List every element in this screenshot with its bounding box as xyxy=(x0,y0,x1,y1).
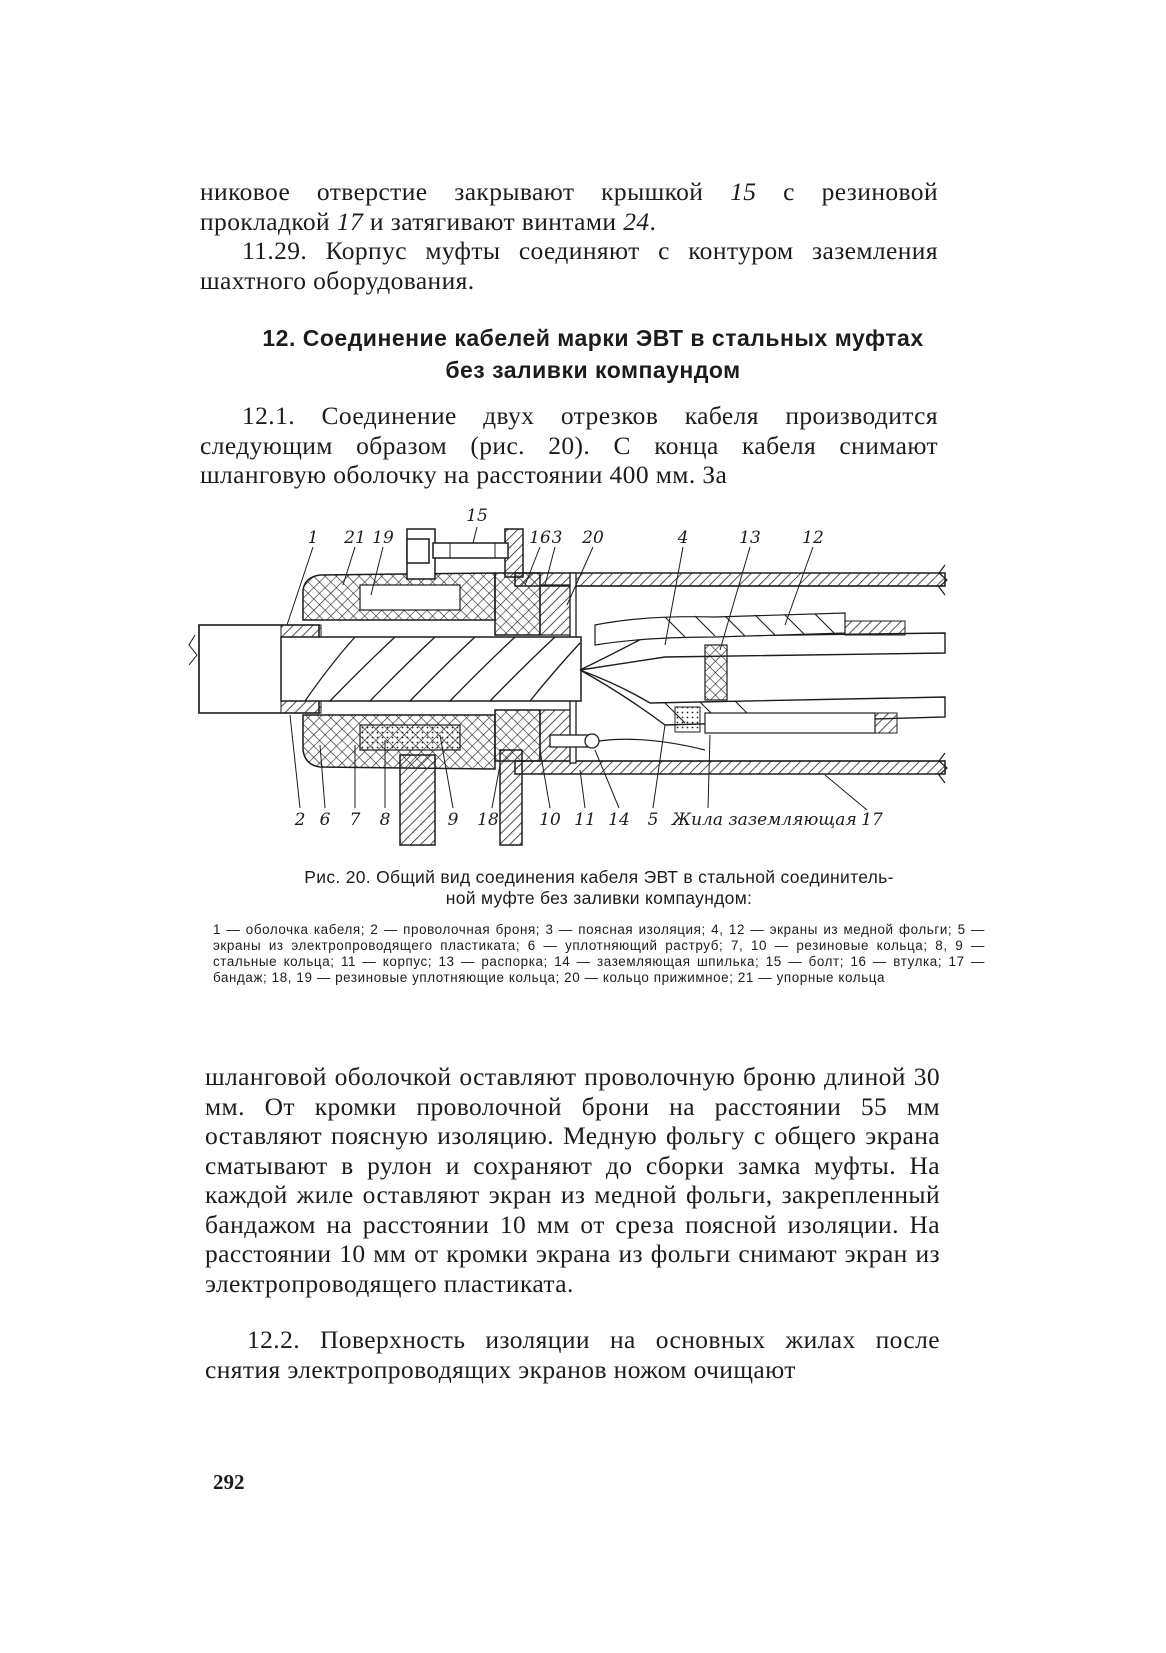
label-17: 17 xyxy=(861,810,883,830)
label-4: 4 xyxy=(677,528,689,548)
figure-legend: 1 — оболочка кабеля; 2 — проволочная броня; 3 — поясная изоляция; 4, 12 — экраны из медной фольги; 5 — экраны из электропроводящего пластиката; 6 — уплотняющий раструб; 7, 10 — резиновые кольца; 8, 9 — стальные кольца; 11 — корпус; 13 — распорка; 14 — заземляющая шпилька; 15 — болт; 16 — втулка; 17 — бандаж; 18, 19 — резиновые уплотняющие кольца; 20 — кольцо прижимное; 21 — упорные кольца xyxy=(213,922,985,985)
label-12: 12 xyxy=(802,528,824,548)
section-heading xyxy=(208,322,978,386)
cable-joint-drawing xyxy=(195,506,995,880)
label-7: 7 xyxy=(349,810,361,830)
bolt-15 xyxy=(407,539,508,563)
label-3: 3 xyxy=(551,528,563,548)
reference-17: 17 xyxy=(336,206,364,236)
paragraph-12-2: 12.2. Поверхность изоляции на основных жилах после снятия электропроводящих экранов ножом очищают xyxy=(205,1325,940,1384)
text-run: и затягивают винтами xyxy=(363,206,624,236)
text-run: с резиновой прокладкой xyxy=(200,177,938,236)
split-cores xyxy=(580,613,945,733)
label-ground-wire: Жила заземляющая xyxy=(672,810,857,830)
labels-bottom xyxy=(294,810,883,830)
label-8: 8 xyxy=(379,810,391,830)
label-18: 18 xyxy=(477,810,499,830)
label-15: 15 xyxy=(466,506,488,526)
caption-line-1: Рис. 20. Общий вид соединения кабеля ЭВТ в стальной соединитель- xyxy=(304,867,894,887)
label-6: 6 xyxy=(319,810,331,830)
label-2: 2 xyxy=(294,810,306,830)
label-1: 1 xyxy=(307,528,319,548)
label-21: 21 xyxy=(344,528,366,548)
label-19: 19 xyxy=(372,528,394,548)
paragraph-11-29: 11.29. Корпус муфты соединяют с контуром заземления шахтного оборудования. xyxy=(200,236,938,295)
paragraph-12-1: 12.1. Соединение двух отрезков кабеля производится следующим образом (рис. 20). С конца кабеля снимают шланговую оболочку на расстоянии 400 мм. За xyxy=(200,401,938,489)
incoming-cable xyxy=(189,625,581,713)
reference-24: 24 xyxy=(623,206,650,236)
figure-20 xyxy=(195,506,995,880)
ground-stud-14 xyxy=(550,734,705,750)
page-number: 292 xyxy=(213,1470,245,1494)
label-9: 9 xyxy=(447,810,459,830)
label-5: 5 xyxy=(647,810,659,830)
label-16: 16 xyxy=(529,528,551,548)
heading-line-1: 12. Соединение кабелей марки ЭВТ в стальных муфтах xyxy=(262,325,924,351)
label-11: 11 xyxy=(574,810,596,830)
paragraph-continuation-bottom: шланговой оболочкой оставляют проволочную броню длиной 30 мм. От кромки проволочной брони на расстоянии 55 мм оставляют поясную изоляцию. Медную фольгу с общего экрана сматывают в рулон и сохраняют до сборки замка муфты. На каждой жиле оставляют экран из медной фольги, закрепленный бандажом на расстоянии 10 мм от среза поясной изоляции. На расстоянии 10 мм от кромки экрана из фольги снимают экран из электропроводящего пластиката. xyxy=(205,1062,940,1298)
caption-line-2: ной муфте без заливки компаундом: xyxy=(445,888,753,908)
label-14: 14 xyxy=(608,810,630,830)
label-10: 10 xyxy=(539,810,561,830)
reference-15: 15 xyxy=(730,177,757,206)
label-13: 13 xyxy=(739,528,761,548)
text-run: никовое отверстие закрывают крышкой xyxy=(200,177,731,206)
heading-line-2: без заливки компаундом xyxy=(445,357,741,383)
label-20: 20 xyxy=(582,528,604,548)
labels-top xyxy=(308,506,824,548)
figure-caption xyxy=(213,867,985,909)
paragraph-continuation xyxy=(200,177,938,236)
text-run: . xyxy=(649,206,657,236)
